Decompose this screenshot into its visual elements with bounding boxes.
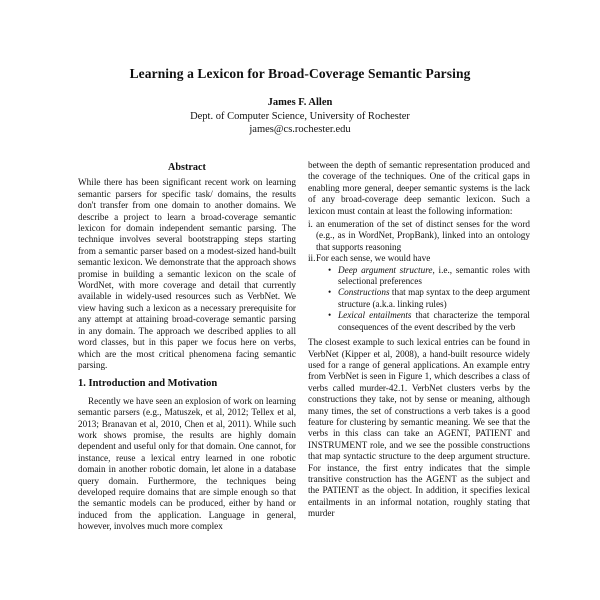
sense-bullet-list (308, 265, 530, 333)
bullet-term: Deep argument structure (338, 264, 433, 275)
bullet-item (308, 310, 530, 333)
list-item-ii (308, 253, 530, 264)
list-item-text: an enumeration of the set of distinct senses for the word (e.g., as in WordNet, PropBank), linked into an ontology that supports reasoning (316, 219, 530, 252)
left-column (78, 162, 296, 535)
requirements-list (308, 219, 530, 265)
bullet-text: that map syntax to the deep argument structure (a.k.a. linking rules) (338, 287, 530, 309)
author-name: James F. Allen (267, 97, 333, 108)
author-email: james@cs.rochester.edu (249, 124, 351, 135)
bullet-icon: • (328, 264, 332, 275)
list-marker: ii. (308, 253, 316, 264)
bullet-item (308, 287, 530, 310)
list-item-i (308, 219, 530, 253)
bullet-term: Lexical entailments (338, 310, 412, 321)
bullet-item (308, 265, 530, 288)
section-heading-introduction: 1. Introduction and Motivation (78, 378, 218, 390)
bullet-icon: • (328, 310, 332, 321)
bullet-text: that characterize the temporal consequences of the event described by the verb (338, 310, 530, 332)
paper-title: Learning a Lexicon for Broad-Coverage Semantic Parsing (129, 66, 471, 81)
author-affiliation: Dept. of Computer Science, University of Rochester (190, 111, 410, 122)
list-marker: i. (308, 219, 313, 230)
right-column (308, 160, 530, 522)
bullet-icon: • (328, 287, 332, 298)
abstract-heading: Abstract (168, 162, 206, 173)
intro-paragraph: Recently we have seen an explosion of work on learning semantic parsers (e.g., Matuszek, et al, 2012; Tellex et al, 2013; Branavan et al, 2010, Chen et al, 2011). While such work shows promise, the results are highly domain dependent and useful only for that domain. One cannot, for instance, reuse a lexical entry learned in one robotic domain in another robotic domain, let alone in a database query domain. Furthermore, the techniques being developed require domains that are simple enough so that the semantic models can be produced, either by hand or induced from the application. Language in general, however, involves much more complex (78, 395, 296, 532)
bullet-text: , i.e., semantic roles with selectional preferences (338, 264, 531, 287)
list-item-text: For each sense, we would have (316, 253, 431, 264)
right-paragraph-1: between the depth of semantic representation produced and the coverage of the techniques. One of the critical gaps in enabling more general, deeper semantic systems is the lack of any broad-coverage deep semantic lexicon. Such a lexicon must contain at least the following information: (308, 160, 530, 216)
bullet-term: Constructions (338, 287, 390, 298)
right-paragraph-2: The closest example to such lexical entries can be found in VerbNet (Kipper et al, 2008), a hand-built resource widely used for a range of general applications. An example entry from VerbNet is seen in Figure 1, which describes a class of verbs called murder-42.1. VerbNet clusters verbs by the constructions they take, not by sense or meaning, although many times, the set of constructions a verb takes is a good feature for clustering by semantic meaning. We see that the verbs in this class can take an AGENT, PATIENT and INSTRUMENT role, and we see the possible constructions that map syntactic structure to the deep argument structure. For instance, the first entry indicates that the simple transitive construction has the AGENT as the subject and the PATIENT as the object. In addition, it specifies lexical entailments in an informal notation, roughly stating that murder (308, 337, 530, 519)
abstract-text: While there has been significant recent work on learning semantic parsers for specific task/ domains, the results don't transfer from one domain to another domains. We describe a project to learn a broad-coverage semantic lexicon for domain independent semantic parsing. The technique involves several bootstrapping steps starting from a semantic parser based on a modest-sized hand-built semantic lexicon. We demonstrate that the approach shows promise in building a semantic lexicon on the scale of WordNet, with more coverage and detail that currently available in widely-used resources such as VerbNet. We view having such a lexicon as a necessary prerequisite for any attempt at attaining broad-coverage semantic parsing in any domain. The approach we described applies to all word classes, but in this paper we focus here on verbs, which are the most critical phenomena facing semantic parsing. (78, 177, 296, 370)
